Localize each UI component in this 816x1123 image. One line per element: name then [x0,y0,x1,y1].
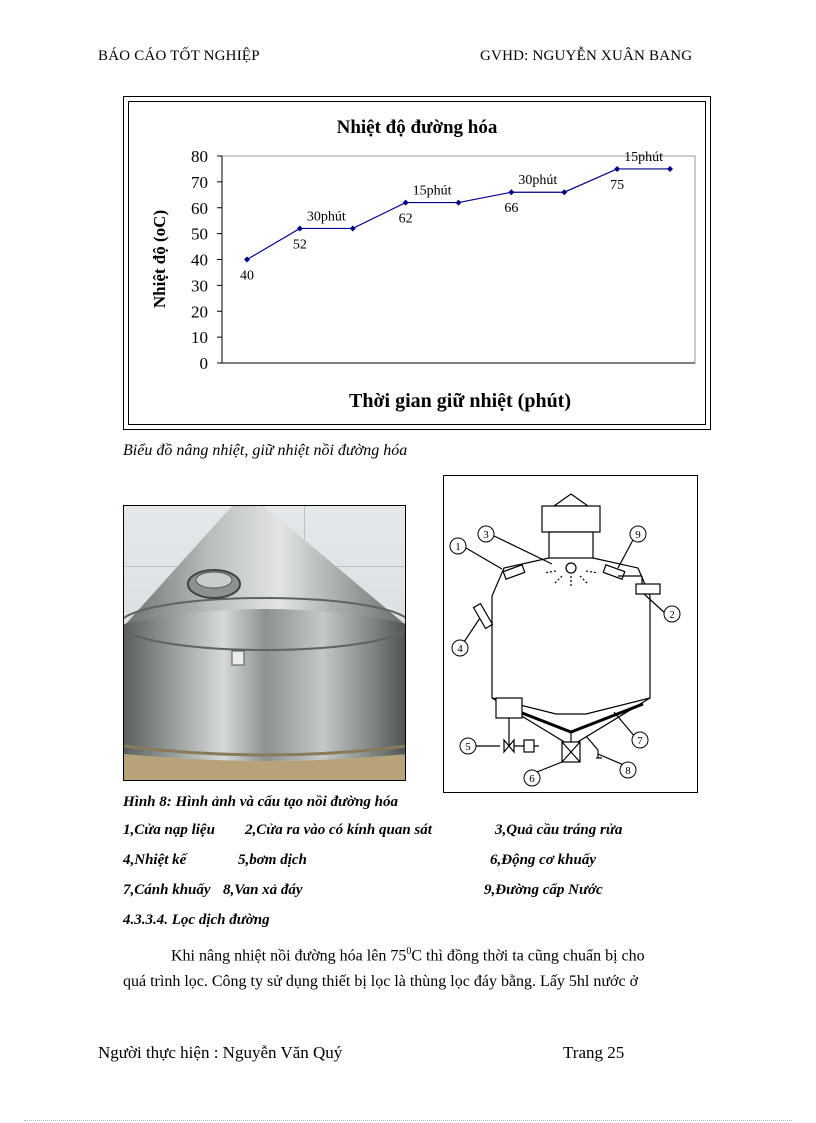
legend-item: 9,Đường cấp Nước [484,882,603,898]
segment-label: 15phút [624,149,664,165]
data-point [508,189,514,195]
legend-item: 2,Cửa ra vào có kính quan sát [245,822,432,838]
page-bottom-rule [24,1120,792,1121]
paragraph-line-2: quá trình lọc. Công ty sử dụng thiết bị lọc là thùng lọc đáy bằng. Lấy 5hl nước ở [123,973,639,990]
data-point [456,200,462,206]
segment-label: 15phút [412,183,452,199]
footer-page-number: Trang 25 [563,1043,625,1062]
mash-tun-photo [123,505,406,781]
y-tick-label: 70 [191,172,208,192]
paragraph-text: C thì đồng thời ta cũng chuẩn bị cho [411,947,645,965]
data-point [350,225,356,231]
legend-item: 6,Động cơ khuấy [490,852,596,868]
legend-item: 7,Cánh khuấy [123,882,211,898]
data-label: 52 [292,237,307,253]
temperature-chart [124,97,712,431]
x-axis-label: Thời gian giữ nhiệt (phút) [348,390,572,412]
legend-item: 1,Cửa nạp liệu [123,822,215,838]
chart-title: Nhiệt độ đường hóa [336,117,498,138]
diagram-number-9: 9 [635,529,641,541]
header-left: BÁO CÁO TỐT NGHIỆP [98,48,260,64]
chart-frame [123,96,711,430]
y-tick-label: 50 [191,224,208,244]
diagram-number-5: 5 [465,741,471,753]
diagram-number-4: 4 [457,643,463,655]
data-point [667,166,673,172]
mash-tun-diagram [443,475,698,793]
paragraph-text: Khi nâng nhiệt nồi đường hóa lên 75 [171,947,407,965]
y-tick-label: 10 [191,328,208,348]
data-point [297,225,303,231]
chart-caption: Biểu đồ nâng nhiệt, giữ nhiệt nồi đường hóa [123,442,408,459]
y-tick-label: 80 [191,147,208,166]
data-point [561,189,567,195]
data-point [244,257,250,263]
diagram-number-1: 1 [455,541,461,553]
figure-title: Hình 8: Hình ảnh và cấu tạo nồi đường hóa [123,794,399,810]
data-point [403,200,409,206]
y-tick-label: 60 [191,198,208,218]
legend-item: 4,Nhiệt kế [123,852,187,868]
y-tick-labels [191,147,222,373]
data-label: 62 [398,211,413,227]
data-label: 75 [610,177,625,193]
y-tick-label: 0 [199,354,208,373]
data-point [614,166,620,172]
data-label: 66 [504,201,519,217]
y-tick-label: 20 [191,302,208,322]
superscript-degree: 0 [406,946,412,957]
diagram-number-6: 6 [529,773,535,785]
diagram-number-8: 8 [625,765,631,777]
legend-item: 8,Van xả đáy [223,882,303,898]
section-heading: 4.3.3.4. Lọc dịch đường [123,912,270,928]
segment-label: 30phút [306,209,346,225]
y-tick-label: 30 [191,276,208,296]
footer-author: Người thực hiện : Nguyễn Văn Quý [98,1043,343,1062]
y-tick-label: 40 [191,250,208,270]
y-axis-label: Nhiệt độ (oC) [150,209,169,309]
diagram-number-3: 3 [483,529,489,541]
legend-item: 5,bơm dịch [238,852,307,868]
diagram-number-2: 2 [669,609,675,621]
legend-item: 3,Quả cầu tráng rửa [495,822,623,838]
header-right: GVHD: NGUYỄN XUÂN BANG [480,48,693,64]
segment-label: 30phút [518,173,558,189]
data-label: 40 [240,268,254,284]
diagram-number-7: 7 [637,735,643,747]
